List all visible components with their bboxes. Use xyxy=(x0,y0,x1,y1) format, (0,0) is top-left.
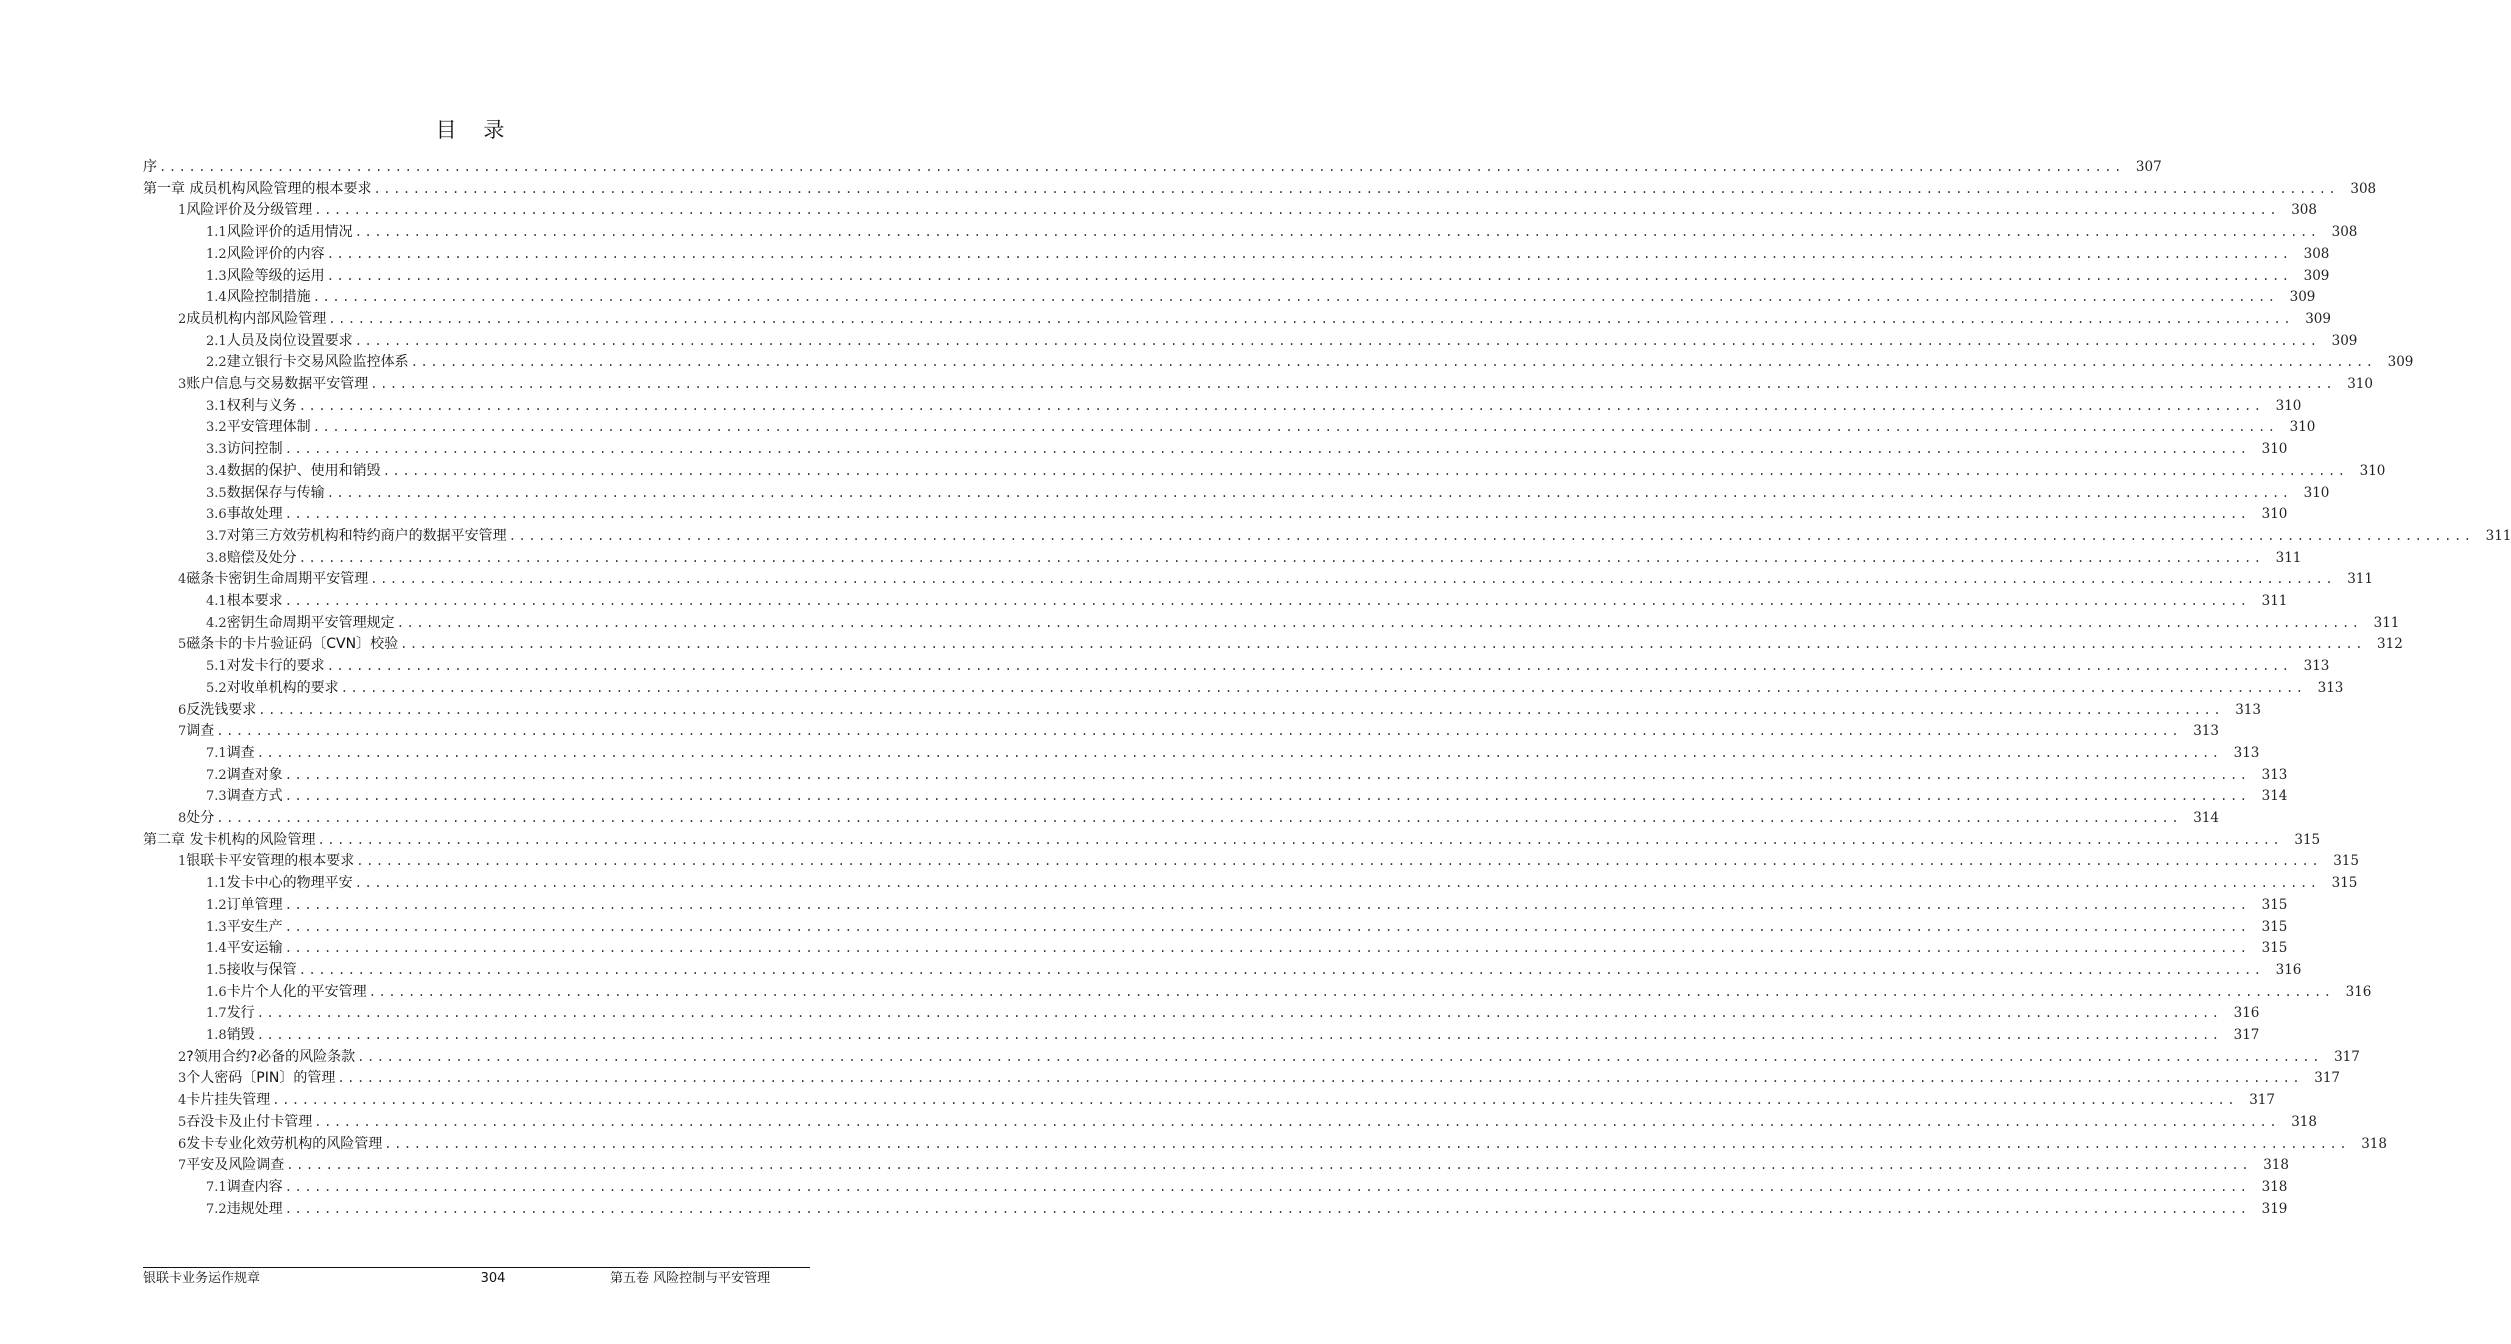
toc-entry-page: 310 xyxy=(2261,506,2288,523)
toc-entry[interactable] xyxy=(206,982,2372,1003)
toc-entry-page: 316 xyxy=(2275,961,2302,978)
toc-entry[interactable] xyxy=(206,786,2288,807)
toc-entry-number: 1.2 xyxy=(206,246,227,262)
toc-entry[interactable] xyxy=(206,656,2330,677)
toc-entry[interactable] xyxy=(206,483,2330,504)
toc-entry-number: 3.3 xyxy=(206,442,227,458)
toc-entry[interactable] xyxy=(206,1003,2260,1024)
toc-entry-number: 3.2 xyxy=(206,420,227,436)
toc-entry-number: 7 xyxy=(178,724,187,740)
toc-entry[interactable] xyxy=(206,743,2260,764)
toc-dot-leader: ........................................................................................................................................................................................................ xyxy=(354,225,2320,240)
toc-entry-number: 1.3 xyxy=(206,919,227,935)
toc-entry-page: 314 xyxy=(2261,788,2288,805)
toc-entry-number: 3.7 xyxy=(206,528,227,544)
page-title: 目 录 xyxy=(435,118,515,142)
toc-dot-leader: ........................................................................................................................................................................................................ xyxy=(328,311,2294,326)
toc-entry-title: 平安运输 xyxy=(226,940,283,957)
toc-entry[interactable] xyxy=(206,396,2302,417)
footer-right: 第五卷 风险控制与平安管理 xyxy=(610,1271,771,1286)
toc-entry-page: 308 xyxy=(2331,224,2358,241)
toc-entry[interactable] xyxy=(143,179,2377,200)
toc-entry[interactable] xyxy=(206,591,2288,612)
toc-entry[interactable] xyxy=(178,1155,2289,1176)
toc-entry-page: 316 xyxy=(2345,983,2372,1000)
toc-entry-page: 313 xyxy=(2317,679,2344,696)
toc-entry-page: 310 xyxy=(2289,419,2316,436)
toc-entry-title: 对发卡行的要求 xyxy=(226,658,325,675)
toc-dot-leader: ........................................................................................................................................................................................................ xyxy=(368,984,2334,999)
toc-entry-title: 权利与义务 xyxy=(226,397,297,414)
toc-entry-page: 311 xyxy=(2373,614,2400,631)
toc-entry[interactable] xyxy=(206,417,2316,438)
toc-dot-leader: ........................................................................................................................................................................................................ xyxy=(284,941,2250,956)
toc-entry[interactable] xyxy=(178,1047,2360,1068)
toc-entry-title: 序 xyxy=(143,159,157,175)
toc-entry-number: 3.5 xyxy=(206,485,227,501)
toc-entry-page: 317 xyxy=(2334,1048,2360,1065)
toc-entry-title: 调查方式 xyxy=(226,788,283,805)
toc-dot-leader: ........................................................................................................................................................................................................ xyxy=(216,724,2182,739)
toc-entry-page: 310 xyxy=(2275,397,2302,414)
toc-entry-number: 7.2 xyxy=(206,1201,227,1217)
toc-entry-number: 5 xyxy=(178,1114,187,1130)
toc-dot-leader: ........................................................................................................................................................................................................ xyxy=(356,854,2322,869)
toc-entry-title: 风险评价及分级管理 xyxy=(186,202,313,219)
toc-entry[interactable] xyxy=(178,808,2219,829)
toc-entry-title: 数据的保护、使用和销毁 xyxy=(226,462,381,479)
toc-entry-page: 315 xyxy=(2333,853,2359,870)
toc-entry-title: 处分 xyxy=(186,810,215,826)
footer-left: 银联卡业务运作规章 xyxy=(143,1271,261,1286)
toc-dot-leader: ........................................................................................................................................................................................................ xyxy=(256,1006,2222,1021)
toc-entry-title: 卡片个人化的平安管理 xyxy=(226,983,367,1000)
toc-entry-page: 307 xyxy=(2135,159,2162,175)
toc-dot-leader: ........................................................................................................................................................................................................ xyxy=(312,420,2278,435)
toc-entry[interactable] xyxy=(206,938,2288,959)
toc-dot-leader: ........................................................................................................................................................................................................ xyxy=(258,702,2224,717)
footer-page-number: 304 xyxy=(480,1271,506,1286)
toc-entry-title: 数据保存与传输 xyxy=(226,484,325,501)
toc-entry-page: 309 xyxy=(2289,289,2316,306)
toc-dot-leader: ........................................................................................................................................................................................................ xyxy=(284,919,2250,934)
toc-entry-title: 吞没卡及止付卡管理 xyxy=(186,1113,313,1130)
toc-dot-leader: ........................................................................................................................................................................................................ xyxy=(284,897,2250,912)
toc-entry-title: 事故处理 xyxy=(226,506,283,523)
toc-entry-page: 313 xyxy=(2303,658,2330,675)
toc-entry-title: 风险评价的内容 xyxy=(226,245,325,262)
toc-dot-leader: ........................................................................................................................................................................................................ xyxy=(508,528,2474,543)
toc-entry-title: 销毁 xyxy=(226,1027,255,1043)
toc-entry-page: 316 xyxy=(2233,1005,2260,1022)
toc-entry-title: 访问控制 xyxy=(226,441,283,458)
toc-dot-leader: ........................................................................................................................................................................................................ xyxy=(326,246,2292,261)
toc-entry-page: 310 xyxy=(2347,376,2373,392)
toc-dot-leader: ........................................................................................................................................................................................................ xyxy=(284,442,2250,457)
toc-entry-number: 3 xyxy=(178,377,187,392)
toc-entry-title: 人员及岗位设置要求 xyxy=(226,332,353,349)
toc-entry-title: 订单管理 xyxy=(226,896,283,913)
toc-entry[interactable] xyxy=(206,917,2288,938)
toc-entry-title: 发卡中心的物理平安 xyxy=(226,875,353,892)
toc-dot-leader: ........................................................................................................................................................................................................ xyxy=(284,1201,2250,1216)
toc-entry-page: 313 xyxy=(2193,723,2219,740)
toc-entry-title: 对收单机构的要求 xyxy=(226,679,339,696)
toc-entry-number: 3.1 xyxy=(206,398,227,414)
toc-entry[interactable] xyxy=(206,439,2288,460)
toc-entry-page: 315 xyxy=(2261,940,2288,957)
toc-entry-number: 4 xyxy=(178,572,187,588)
toc-dot-leader: ........................................................................................................................................................................................................ xyxy=(354,876,2320,891)
toc-entry-page: 315 xyxy=(2294,831,2321,848)
toc-entry-page: 315 xyxy=(2261,896,2288,913)
toc-entry[interactable] xyxy=(178,569,2373,590)
toc-entry[interactable] xyxy=(178,1112,2317,1133)
toc-entry-number: 1 xyxy=(178,854,187,870)
toc-entry-title: ?领用合约?必备的风险条款 xyxy=(186,1048,356,1065)
toc-entry-number: 5.1 xyxy=(206,659,227,675)
toc-entry-number: 7.3 xyxy=(206,789,227,805)
toc-entry-page: 315 xyxy=(2261,918,2288,935)
toc-entry[interactable] xyxy=(143,157,2162,178)
toc-entry-number: 1.2 xyxy=(206,897,227,913)
toc-entry-number: 2 xyxy=(178,1049,187,1065)
toc-entry-page: 313 xyxy=(2261,766,2288,783)
toc-entry-title: 风险等级的运用 xyxy=(226,267,325,284)
toc-entry-number: 7.1 xyxy=(206,1179,227,1195)
toc-dot-leader: ........................................................................................................................................................................................................ xyxy=(216,811,2182,825)
toc-entry[interactable] xyxy=(178,1068,2341,1089)
toc-entry[interactable] xyxy=(206,266,2330,287)
toc-entry[interactable] xyxy=(178,309,2331,330)
toc-entry[interactable] xyxy=(206,765,2288,786)
toc-entry-number: 3.4 xyxy=(206,463,227,479)
toc-entry[interactable] xyxy=(206,1199,2288,1220)
toc-entry-title: 平安及风险调查 xyxy=(186,1157,285,1174)
toc-dot-leader: ........................................................................................................................................................................................................ xyxy=(286,1158,2252,1173)
toc-dot-leader: ........................................................................................................................................................................................................ xyxy=(396,615,2362,630)
toc-entry-number: 1.8 xyxy=(206,1028,227,1043)
toc-entry-page: 317 xyxy=(2249,1092,2275,1109)
toc-entry-number: 1.4 xyxy=(206,941,227,957)
toc-dot-leader: ........................................................................................................................................................................................................ xyxy=(370,377,2336,391)
toc-entry-number: 1.1 xyxy=(206,225,227,241)
toc-entry-title: 银联卡平安管理的根本要求 xyxy=(186,853,355,870)
toc-entry[interactable] xyxy=(206,613,2400,634)
toc-entry-page: 308 xyxy=(2291,202,2317,219)
toc-entry-number: 1 xyxy=(178,203,187,219)
footer-rule xyxy=(143,1267,810,1268)
toc-entry-page: 311 xyxy=(2347,571,2373,588)
toc-entry-page: 310 xyxy=(2303,484,2330,501)
toc-entry-number: 5 xyxy=(178,637,187,653)
toc-entry-title: 违规处理 xyxy=(226,1200,283,1217)
toc-entry-number: 1.3 xyxy=(206,268,227,284)
toc-entry[interactable] xyxy=(206,461,2386,482)
toc-entry[interactable] xyxy=(206,873,2358,894)
toc-dot-leader: ........................................................................................................................................................................................................ xyxy=(298,398,2264,413)
toc-entry-title: 磁条卡的卡片验证码〔CVN〕校验 xyxy=(186,636,399,653)
toc-dot-leader: ........................................................................................................................................................................................................ xyxy=(272,1093,2238,1108)
toc-entry-page: 318 xyxy=(2261,1178,2288,1195)
toc-entry-title: 发行 xyxy=(226,1005,255,1022)
toc-dot-leader: ........................................................................................................................................................................................................ xyxy=(337,1071,2303,1086)
toc-entry-number: 8 xyxy=(178,811,187,826)
toc-dot-leader: ........................................................................................................................................................................................................ xyxy=(284,767,2250,782)
toc-entry-title: 调查 xyxy=(186,723,215,740)
toc-entry-number: 7.2 xyxy=(206,767,227,783)
toc-entry-number: 3.6 xyxy=(206,507,227,523)
toc-entry-title: 个人密码〔PIN〕的管理 xyxy=(186,1070,336,1087)
toc-dot-leader: ........................................................................................................................................................................................................ xyxy=(357,1049,2323,1064)
toc-entry-title: 根本要求 xyxy=(226,593,283,609)
toc-dot-leader: ........................................................................................................................................................................................................ xyxy=(384,1136,2350,1151)
toc-entry[interactable] xyxy=(206,222,2358,243)
toc-entry-number: 4.1 xyxy=(206,594,227,609)
toc-entry-number: 3.8 xyxy=(206,550,227,566)
toc-dot-leader: ........................................................................................................................................................................................................ xyxy=(284,507,2250,522)
toc-entry-page: 309 xyxy=(2331,332,2358,349)
toc-entry-page: 311 xyxy=(2261,593,2288,609)
toc-entry-number: 4.2 xyxy=(206,615,227,631)
toc-entry-page: 314 xyxy=(2193,810,2219,826)
toc-entry-page: 317 xyxy=(2314,1070,2341,1087)
toc-entry-page: 309 xyxy=(2305,310,2331,327)
toc-entry-page: 310 xyxy=(2261,441,2288,458)
toc-dot-leader: ........................................................................................................................................................................................................ xyxy=(370,572,2336,587)
toc-entry-title: 对第三方效劳机构和特约商户的数据平安管理 xyxy=(226,527,507,544)
toc-entry-number: 6 xyxy=(178,702,187,718)
toc-entry-page: 313 xyxy=(2235,701,2261,718)
toc-entry-number: 1.5 xyxy=(206,962,227,978)
toc-entry[interactable] xyxy=(178,851,2359,872)
toc-entry-page: 318 xyxy=(2291,1113,2317,1130)
toc-entry-number: 4 xyxy=(178,1093,187,1109)
toc-dot-leader: ........................................................................................................................................................................................................ xyxy=(326,659,2292,674)
toc-entry[interactable] xyxy=(206,244,2330,265)
toc-dot-leader: ........................................................................................................................................................................................................ xyxy=(382,463,2348,478)
toc-dot-leader: ........................................................................................................................................................................................................ xyxy=(298,550,2264,565)
toc-entry[interactable] xyxy=(206,1177,2288,1198)
toc-entry[interactable] xyxy=(178,200,2317,221)
toc-entry[interactable] xyxy=(206,287,2316,308)
toc-entry[interactable] xyxy=(178,1090,2275,1111)
toc-entry-page: 318 xyxy=(2361,1135,2387,1152)
toc-dot-leader: ........................................................................................................................................................................................................ xyxy=(298,962,2264,977)
toc-entry-title: 反洗钱要求 xyxy=(186,701,257,718)
toc-entry-number: 7.1 xyxy=(206,745,227,761)
toc-entry-page: 309 xyxy=(2387,354,2414,371)
toc-entry-number: 6 xyxy=(178,1136,187,1152)
toc-entry[interactable] xyxy=(178,700,2261,721)
toc-entry[interactable] xyxy=(206,548,2302,569)
toc-dot-leader: ........................................................................................................................................................................................................ xyxy=(284,594,2250,608)
toc-dot-leader: ........................................................................................................................................................................................................ xyxy=(326,485,2292,500)
toc-entry-title: 卡片挂失管理 xyxy=(186,1092,271,1109)
toc-entry-title: 账户信息与交易数据平安管理 xyxy=(186,376,369,392)
toc-entry-number: 1.6 xyxy=(206,984,227,1000)
toc-dot-leader: ........................................................................................................................................................................................................ xyxy=(312,290,2278,305)
toc-dot-leader: ........................................................................................................................................................................................................ xyxy=(373,181,2339,196)
toc-entry-title: 赔偿及处分 xyxy=(226,549,297,566)
toc-entry-title: 磁条卡密钥生命周期平安管理 xyxy=(186,571,369,588)
toc-entry-page: 315 xyxy=(2331,875,2358,892)
toc-entry[interactable] xyxy=(206,504,2288,525)
toc-entry-page: 308 xyxy=(2350,180,2377,197)
toc-dot-leader: ........................................................................................................................................................................................................ xyxy=(284,789,2250,804)
toc-entry-page: 311 xyxy=(2275,549,2302,566)
toc-entry-page: 310 xyxy=(2359,462,2386,479)
toc-entry-title: 风险评价的适用情况 xyxy=(226,224,353,241)
toc-entry-page: 319 xyxy=(2261,1200,2288,1217)
toc-dot-leader: ........................................................................................................................................................................................................ xyxy=(256,1028,2222,1042)
toc-entry[interactable] xyxy=(206,960,2302,981)
toc-entry-number: 2.1 xyxy=(206,333,227,349)
toc-entry-number: 3 xyxy=(178,1071,187,1087)
toc-entry-number: 5.2 xyxy=(206,680,227,696)
toc-dot-leader: ........................................................................................................................................................................................................ xyxy=(314,1114,2280,1129)
toc-entry-title: 调查内容 xyxy=(226,1178,283,1195)
toc-dot-leader: ........................................................................................................................................................................................................ xyxy=(314,203,2280,218)
toc-entry[interactable] xyxy=(178,634,2403,655)
toc-entry-title: 平安生产 xyxy=(226,918,283,935)
toc-entry-title: 成员机构内部风险管理 xyxy=(186,310,327,327)
toc-entry[interactable] xyxy=(178,1134,2387,1155)
toc-entry-title: 发卡专业化效劳机构的风险管理 xyxy=(186,1135,383,1152)
toc-entry-title: 风险控制措施 xyxy=(226,289,311,306)
toc-entry-page: 313 xyxy=(2233,744,2260,761)
toc-dot-leader: ........................................................................................................................................................................................................ xyxy=(354,333,2320,348)
toc-entry-page: 308 xyxy=(2303,245,2330,262)
toc-entry-title: 调查 xyxy=(226,744,255,761)
toc-entry[interactable] xyxy=(206,1025,2260,1046)
toc-dot-leader: ........................................................................................................................................................................................................ xyxy=(284,1179,2250,1194)
toc-entry[interactable] xyxy=(206,352,2414,373)
toc-entry-page: 309 xyxy=(2303,267,2330,284)
toc-entry[interactable] xyxy=(206,895,2288,916)
toc-entry-page: 312 xyxy=(2377,636,2403,653)
toc-entry[interactable] xyxy=(143,830,2321,851)
toc-entry-title: 密钥生命周期平安管理规定 xyxy=(226,614,395,631)
toc-dot-leader: ........................................................................................................................................................................................................ xyxy=(410,355,2376,370)
toc-entry-title: 平安管理体制 xyxy=(226,419,311,436)
toc-entry-page: 318 xyxy=(2263,1157,2289,1174)
toc-entry-title: 建立银行卡交易风险监控体系 xyxy=(226,354,409,371)
toc-dot-leader: ........................................................................................................................................................................................................ xyxy=(326,268,2292,283)
toc-entry-title: 第一章 成员机构风险管理的根本要求 xyxy=(143,180,372,197)
toc-entry[interactable] xyxy=(178,721,2219,742)
toc-entry-title: 接收与保管 xyxy=(226,961,297,978)
toc-entry[interactable] xyxy=(178,374,2373,395)
toc-dot-leader: ........................................................................................................................................................................................................ xyxy=(400,637,2366,652)
toc-entry[interactable] xyxy=(206,331,2358,352)
toc-dot-leader: ........................................................................................................................................................................................................ xyxy=(317,832,2283,847)
toc-entry-number: 2 xyxy=(178,311,187,327)
toc-entry[interactable] xyxy=(206,678,2344,699)
toc-entry-page: 317 xyxy=(2233,1027,2260,1043)
toc-entry-title: 调查对象 xyxy=(226,766,283,783)
toc-dot-leader: ........................................................................................................................................................................................................ xyxy=(256,745,2222,760)
toc-entry-number: 7 xyxy=(178,1158,187,1174)
toc-entry-number: 1.7 xyxy=(206,1006,227,1022)
toc-dot-leader: ........................................................................................................................................................................................................ xyxy=(159,160,2124,174)
toc-entry-number: 2.2 xyxy=(206,355,227,371)
toc-entry-number: 1.4 xyxy=(206,290,227,306)
toc-entry-number: 1.1 xyxy=(206,876,227,892)
toc-entry[interactable] xyxy=(206,526,2511,547)
toc-dot-leader: ........................................................................................................................................................................................................ xyxy=(340,680,2306,695)
toc-entry-page: 311 xyxy=(2485,527,2511,544)
toc-entry-title: 第二章 发卡机构的风险管理 xyxy=(143,831,316,848)
